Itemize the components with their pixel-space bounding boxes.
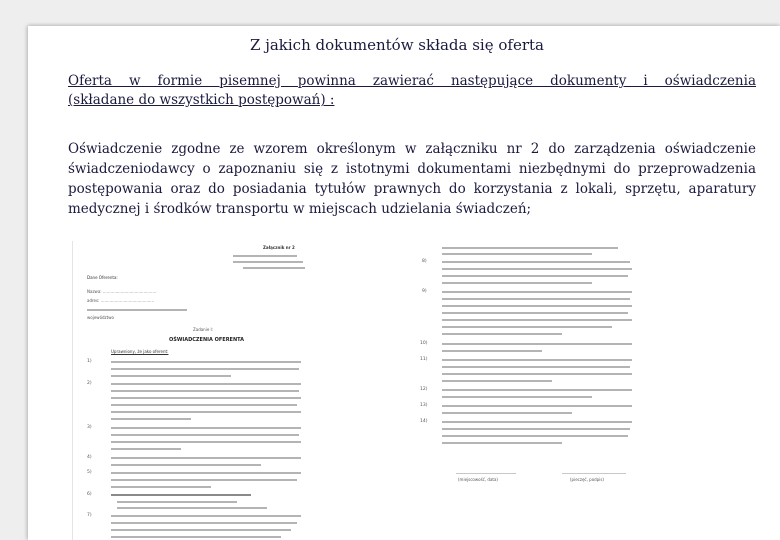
scan-field-name: Nazwa: .......................................... — [87, 289, 157, 294]
scan-subheading: Uprawniony, że jako oferent: — [111, 349, 169, 354]
slide — [28, 26, 780, 540]
scan-signature-right-label: (pieczęć, podpis) — [570, 477, 604, 482]
scan-header-right: Załącznik nr 2 — [263, 245, 295, 250]
scanned-form-page-left: Załącznik nr 2 Dane Oferenta: Nazwa: .......................................... adres: .......................................... województwo Zadanie I: OŚWIADCZENIA OFERENTA Uprawniony, że jako oferent: 1) 2) 3) 4) 5) 6) 7) — [72, 241, 315, 540]
body-paragraph: Oświadczenie zgodne ze wzorem określonym w załączniku nr 2 do zarządzenia oświadczenie świadczeniodawcy o zapoznaniu się z istotnymi dokumentami niezbędnymi do przeprowadzenia postępowania oraz do posiadania tytułów prawnych do korzystania z lokali, sprzętu, aparatury medycznej i środków transportu w miejscach udzielania świadczeń; — [68, 141, 756, 217]
slide-title: Z jakich dokumentów składa się oferta — [250, 36, 544, 54]
scan-field-address: adres: .......................................... — [87, 298, 155, 303]
intro-line-1: Oferta w formie pisemnej powinna zawierać następujące dokumenty i oświadczenia — [68, 73, 756, 89]
scan-signature-left-label: (miejscowość, data) — [458, 477, 498, 482]
scan-heading: OŚWIADCZENIA OFERENTA — [169, 337, 245, 343]
intro-line-2: (składane do wszystkich postępowań) : — [68, 92, 335, 108]
intro-text — [68, 72, 756, 91]
scan-heading-small: Zadanie I: — [193, 327, 214, 332]
scan-sender-label: Dane Oferenta: — [87, 275, 118, 280]
scanned-form-page-right: 8) 9) 10) 11) 12) 13) 14) (miejscowość, data) (pieczęć, podpis) — [416, 241, 648, 540]
scan-field-region: województwo — [87, 315, 114, 320]
